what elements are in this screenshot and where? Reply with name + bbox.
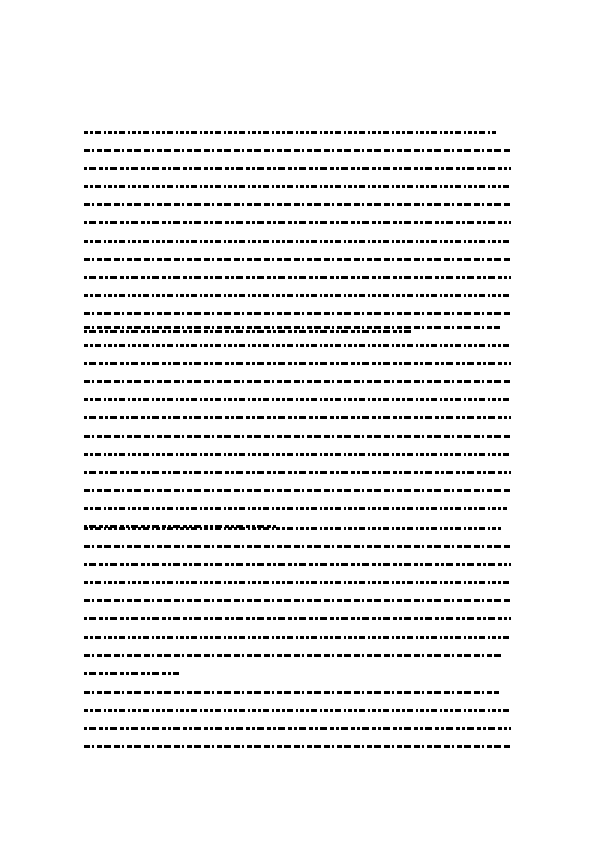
paragraph-4 xyxy=(84,691,511,763)
text-line xyxy=(84,435,511,438)
text-line xyxy=(84,563,511,566)
text-line xyxy=(84,471,511,474)
text-line xyxy=(84,691,511,694)
text-line xyxy=(84,312,511,315)
text-line xyxy=(84,398,511,401)
text-line xyxy=(84,344,511,347)
text-line xyxy=(84,276,511,279)
text-line xyxy=(84,617,511,620)
text-line xyxy=(84,326,511,329)
text-line xyxy=(84,167,511,170)
text-line xyxy=(84,745,511,748)
text-line xyxy=(84,258,511,261)
text-line xyxy=(84,636,511,639)
text-line xyxy=(84,489,511,492)
text-line xyxy=(84,545,511,548)
paragraph-2 xyxy=(84,326,511,543)
text-line xyxy=(84,240,511,243)
text-line xyxy=(84,380,511,383)
text-line xyxy=(84,654,511,657)
text-line xyxy=(84,527,511,530)
text-line xyxy=(84,362,511,365)
paragraph-3 xyxy=(84,527,511,690)
text-line xyxy=(84,453,511,456)
text-line xyxy=(84,581,511,584)
text-line xyxy=(84,709,511,712)
text-line xyxy=(84,507,511,510)
text-line xyxy=(84,416,511,419)
text-line xyxy=(84,672,511,675)
text-line xyxy=(84,599,511,602)
text-line xyxy=(84,131,511,134)
paragraph-1 xyxy=(84,131,511,348)
text-line xyxy=(84,727,511,730)
text-line xyxy=(84,149,511,152)
text-line xyxy=(84,203,511,206)
text-line xyxy=(84,294,511,297)
text-line xyxy=(84,221,511,224)
text-line xyxy=(84,185,511,188)
